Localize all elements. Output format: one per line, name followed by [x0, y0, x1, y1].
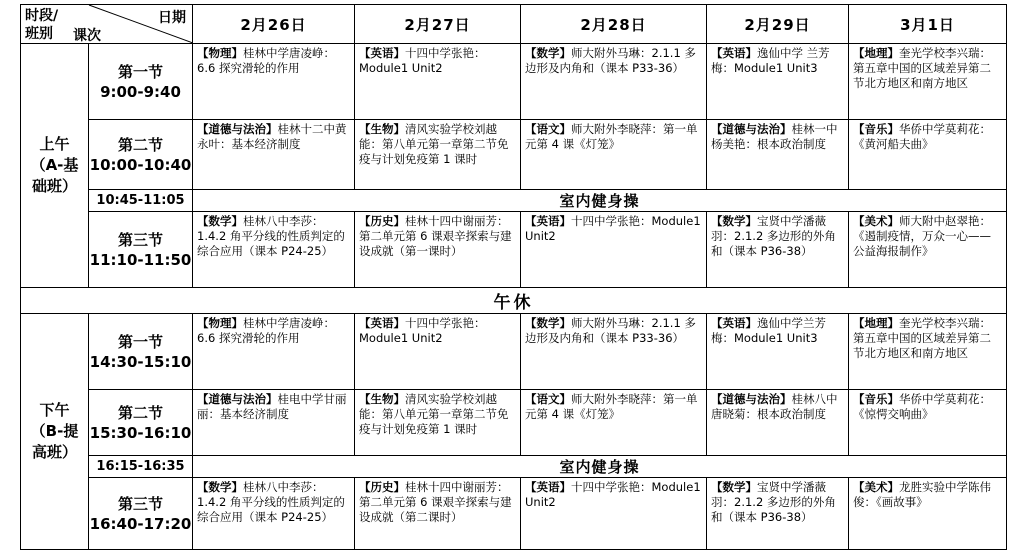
- period-cell: [89, 120, 193, 190]
- lesson-detail: 逸仙中学兰芳梅：Module1 Unit3: [711, 316, 826, 345]
- period-time: 15:30-16:10: [89, 423, 192, 442]
- subject-tag: 【语文】: [525, 392, 571, 406]
- lesson-cell: [355, 212, 521, 288]
- lesson-detail: 十四中学张艳：Module1 Unit2: [525, 214, 701, 243]
- subject-tag: 【数学】: [525, 316, 571, 330]
- period-name: 第一节: [117, 332, 163, 351]
- period-cell: [89, 44, 193, 120]
- corner-session-label: [25, 7, 58, 43]
- date-header: 3月1日: [849, 5, 1007, 44]
- lesson-detail: 师大附中赵翠艳：《遏制疫情，万众一心——公益海报制作》: [853, 214, 991, 258]
- lesson-cell: [521, 212, 707, 288]
- lesson-cell: [707, 478, 849, 550]
- afternoon-period-2-row: [21, 390, 1007, 456]
- lesson-cell: [707, 314, 849, 390]
- subject-tag: 【美术】: [853, 214, 899, 228]
- lesson-cell: [849, 212, 1007, 288]
- lesson-detail: 奎光学校李兴瑞：第五章中国的区域差异第二节北方地区和南方地区: [853, 46, 991, 90]
- corner-session-text: 时段/: [25, 8, 59, 24]
- lesson-detail: 桂电中学甘丽丽：基本经济制度: [197, 392, 347, 421]
- subject-tag: 【物理】: [197, 46, 243, 60]
- morning-break-row: [21, 190, 1007, 212]
- subject-tag: 【数学】: [197, 214, 243, 228]
- subject-tag: 【生物】: [359, 392, 405, 406]
- session-class-line: 础班）: [31, 177, 77, 195]
- afternoon-period-3-row: [21, 478, 1007, 550]
- lesson-cell: [355, 44, 521, 120]
- subject-tag: 【语文】: [525, 122, 571, 136]
- lesson-cell: [355, 120, 521, 190]
- lesson-detail: 十四中学张艳：Module1 Unit2: [525, 480, 701, 509]
- period-name: 第二节: [117, 403, 163, 422]
- afternoon-period-1-row: [21, 314, 1007, 390]
- date-header: 2月29日: [707, 5, 849, 44]
- lesson-cell: [521, 314, 707, 390]
- corner-period-label: 课次: [73, 28, 101, 44]
- lesson-detail: 师大附外马琳：2.1.1 多边形及内角和（课本 P33-36）: [525, 316, 696, 345]
- lesson-detail: 十四中学张艳：Module1 Unit2: [359, 316, 486, 345]
- morning-period-3-row: [21, 212, 1007, 288]
- subject-tag: 【数学】: [525, 46, 571, 60]
- lesson-detail: 桂林十二中黄永叶：基本经济制度: [197, 122, 347, 151]
- subject-tag: 【地理】: [853, 46, 899, 60]
- lesson-detail: 桂林八中唐晓菊：根本政治制度: [711, 392, 838, 421]
- period-cell: [89, 478, 193, 550]
- period-time: 10:00-10:40: [89, 155, 192, 174]
- period-time: 9:00-9:40: [100, 82, 181, 101]
- lesson-detail: 桂林中学唐凌峥：6.6 探究滑轮的作用: [197, 316, 335, 345]
- lesson-cell: [849, 44, 1007, 120]
- period-time: 14:30-15:10: [89, 352, 192, 371]
- period-time: 11:10-11:50: [89, 250, 192, 269]
- lesson-detail: 桂林一中杨美艳：根本政治制度: [711, 122, 838, 151]
- session-class-line: （B-提: [30, 422, 79, 440]
- lesson-detail: 奎光学校李兴瑞：第五章中国的区域差异第二节北方地区和南方地区: [853, 316, 991, 360]
- period-name: 第二节: [117, 135, 163, 154]
- subject-tag: 【英语】: [359, 316, 405, 330]
- subject-tag: 【生物】: [359, 122, 405, 136]
- subject-tag: 【道德与法治】: [711, 392, 792, 406]
- morning-period-2-row: [21, 120, 1007, 190]
- date-header: 2月26日: [193, 5, 355, 44]
- lesson-cell: [849, 314, 1007, 390]
- lesson-cell: [355, 390, 521, 456]
- subject-tag: 【音乐】: [853, 122, 899, 136]
- lesson-cell: [355, 314, 521, 390]
- lesson-cell: [193, 44, 355, 120]
- lesson-cell: [707, 120, 849, 190]
- lesson-cell: [355, 478, 521, 550]
- lesson-detail: 清风实验学校刘越能：第八单元第一章第二节免疫与计划免疫第 1 课时: [359, 122, 509, 166]
- lesson-cell: [707, 390, 849, 456]
- subject-tag: 【历史】: [359, 480, 405, 494]
- subject-tag: 【数学】: [711, 480, 757, 494]
- lesson-detail: 华侨中学莫莉花：《惊愕交响曲》: [853, 392, 991, 421]
- noon-break-label: 午休: [21, 288, 1007, 314]
- subject-tag: 【英语】: [525, 214, 571, 228]
- noon-row: [21, 288, 1007, 314]
- break-time: 16:15-16:35: [89, 456, 193, 478]
- period-name: 第一节: [117, 62, 163, 81]
- lesson-cell: [193, 478, 355, 550]
- subject-tag: 【地理】: [853, 316, 899, 330]
- period-cell: [89, 314, 193, 390]
- subject-tag: 【数学】: [197, 480, 243, 494]
- period-time: 16:40-17:20: [89, 514, 192, 533]
- subject-tag: 【音乐】: [853, 392, 899, 406]
- lesson-detail: 桂林十四中谢丽芳：第二单元第 6 课艰辛探索与建设成就（第二课时）: [359, 480, 512, 524]
- corner-class-text: 班别: [25, 26, 53, 42]
- lesson-detail: 龙胜实验中学陈伟俊：《画故事》: [853, 480, 991, 509]
- lesson-detail: 师大附外李晓萍：第一单元第 4 课《灯笼》: [525, 122, 698, 151]
- lesson-detail: 桂林八中李莎：1.4.2 角平分线的性质判定的综合应用（课本 P24-25）: [197, 480, 345, 524]
- lesson-cell: [521, 120, 707, 190]
- lesson-cell: [707, 212, 849, 288]
- header-row: [21, 5, 1007, 44]
- lesson-detail: 桂林八中李莎：1.4.2 角平分线的性质判定的综合应用（课本 P24-25）: [197, 214, 345, 258]
- lesson-detail: 华侨中学莫莉花：《黄河船夫曲》: [853, 122, 991, 151]
- lesson-cell: [193, 120, 355, 190]
- subject-tag: 【物理】: [197, 316, 243, 330]
- subject-tag: 【英语】: [711, 46, 757, 60]
- lesson-cell: [193, 390, 355, 456]
- period-name: 第三节: [117, 494, 163, 513]
- lesson-cell: [849, 478, 1007, 550]
- subject-tag: 【数学】: [711, 214, 757, 228]
- subject-tag: 【美术】: [853, 480, 899, 494]
- subject-tag: 【道德与法治】: [197, 122, 278, 136]
- lesson-cell: [521, 44, 707, 120]
- corner-date-label: 日期: [158, 10, 186, 26]
- lesson-detail: 师大附外马琳：2.1.1 多边形及内角和（课本 P33-36）: [525, 46, 696, 75]
- lesson-detail: 逸仙中学 兰芳梅：Module1 Unit3: [711, 46, 830, 75]
- lesson-detail: 十四中学张艳：Module1 Unit2: [359, 46, 486, 75]
- lesson-cell: [521, 478, 707, 550]
- lesson-detail: 清风实验学校刘越能：第八单元第一章第二节免疫与计划免疫第 1 课时: [359, 392, 509, 436]
- subject-tag: 【英语】: [525, 480, 571, 494]
- morning-period-1-row: [21, 44, 1007, 120]
- lesson-detail: 桂林十四中谢丽芳：第二单元第 6 课艰辛探索与建设成就（第一课时）: [359, 214, 512, 258]
- lesson-cell: [521, 390, 707, 456]
- lesson-cell: [849, 390, 1007, 456]
- lesson-detail: 宝贤中学潘薇羽：2.1.2 多边形的外角和（课本 P36-38）: [711, 480, 836, 524]
- lesson-cell: [193, 212, 355, 288]
- subject-tag: 【英语】: [711, 316, 757, 330]
- lesson-detail: 师大附外李晓萍：第一单元第 4 课《灯笼》: [525, 392, 698, 421]
- afternoon-break-row: [21, 456, 1007, 478]
- break-time: 10:45-11:05: [89, 190, 193, 212]
- lesson-cell: [193, 314, 355, 390]
- period-cell: [89, 390, 193, 456]
- timetable: [20, 4, 1007, 550]
- subject-tag: 【英语】: [359, 46, 405, 60]
- lesson-cell: [707, 44, 849, 120]
- period-cell: [89, 212, 193, 288]
- session-name: 上午: [39, 135, 70, 153]
- lesson-detail: 宝贤中学潘薇羽：2.1.2 多边形的外角和（课本 P36-38）: [711, 214, 836, 258]
- afternoon-session-label: [21, 314, 89, 550]
- subject-tag: 【道德与法治】: [711, 122, 792, 136]
- lesson-detail: 桂林中学唐凌峥：6.6 探究滑轮的作用: [197, 46, 335, 75]
- lesson-cell: [849, 120, 1007, 190]
- break-activity: 室内健身操: [193, 456, 1007, 478]
- period-name: 第三节: [117, 230, 163, 249]
- date-header: 2月28日: [521, 5, 707, 44]
- break-activity: 室内健身操: [193, 190, 1007, 212]
- session-class-line: 高班）: [31, 443, 77, 461]
- morning-session-label: [21, 44, 89, 288]
- header-corner: [21, 5, 193, 44]
- subject-tag: 【历史】: [359, 214, 405, 228]
- session-class-line: （A-基: [30, 156, 79, 174]
- subject-tag: 【道德与法治】: [197, 392, 278, 406]
- session-name: 下午: [39, 401, 70, 419]
- date-header: 2月27日: [355, 5, 521, 44]
